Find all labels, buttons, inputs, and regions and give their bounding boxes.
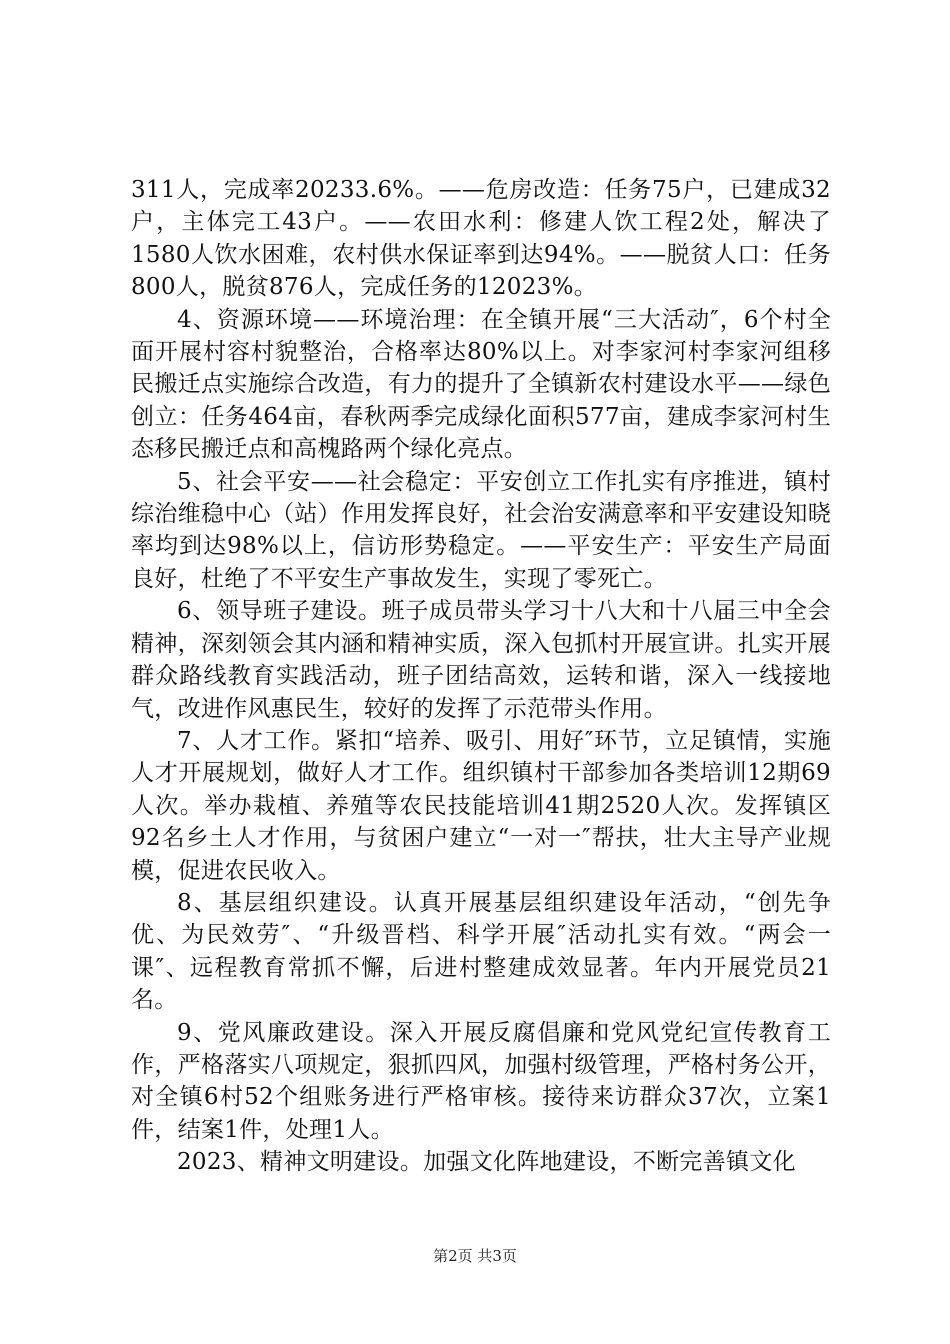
page-footer bbox=[0, 1245, 950, 1266]
paragraph-continued: 311人，完成率20233.6%。——危房改造：任务75户，已建成32户，主体完工43户。——农田水利：修建人饮工程2处，解决了1580人饮水困难，农村供水保证率到达94%。——脱贫人口：任务800人，脱贫876人，完成任务的12023%。 bbox=[131, 177, 831, 301]
paragraph-spiritual-civilization: 2023、精神文明建设。加强文化阵地建设，不断完善镇文化 bbox=[177, 1149, 796, 1176]
document-body bbox=[131, 174, 831, 1179]
paragraph-party-integrity: 9、党风廉政建设。深入开展反腐倡廉和党风党纪宣传教育工作，严格落实八项规定，狠抓四风，加强村级管理，严格村务公开，对全镇6村52个组账务进行严格审核。接待来访群众37次，立案1件，结案1件，处理1人。 bbox=[131, 1019, 831, 1143]
paragraph-resource-environment: 4、资源环境——环境治理：在全镇开展“三大活动″，6个村全面开展村容村貌整治，合格率达80%以上。对李家河村李家河组移民搬迁点实施综合改造，有力的提升了全镇新农村建设水平——绿色创立：任务464亩，春秋两季完成绿化面积577亩，建成李家河村生态移民搬迁点和高槐路两个绿化亮点。 bbox=[131, 306, 831, 463]
paragraph-grassroots-organization: 8、基层组织建设。认真开展基层组织建设年活动，“创先争优、为民效劳″、“升级晋档、科学开展″活动扎实有效。“两会一课″、远程教育常抓不懈，后进村整建成效显著。年内开展党员21名。 bbox=[131, 889, 831, 1014]
page-number-label: 第2页 共3页 bbox=[433, 1247, 517, 1265]
paragraph-leadership: 6、领导班子建设。班子成员带头学习十八大和十八届三中全会精神，深刻领会其内涵和精神实质，深入包抓村开展宣讲。扎实开展群众路线教育实践活动，班子团结高效，运转和谐，深入一线接地气，改进作风惠民生，较好的发挥了示范带头作用。 bbox=[131, 598, 831, 722]
paragraph-talent-work: 7、人才工作。紧扣“培养、吸引、用好″环节，立足镇情，实施人才开展规划，做好人才工作。组织镇村干部参加各类培训12期69人次。举办栽植、养殖等农民技能培训41期2520人次。发挥镇区92名乡土人才作用，与贫困户建立“一对一″帮扶，壮大主导产业规模，促进农民收入。 bbox=[131, 727, 831, 884]
paragraph-social-safety: 5、社会平安——社会稳定：平安创立工作扎实有序推进，镇村综治维稳中心（站）作用发挥良好，社会治安满意率和平安建设知晓率均到达98%以上，信访形势稳定。——平安生产：平安生产局面良好，杜绝了不平安生产事故发生，实现了零死亡。 bbox=[131, 468, 831, 592]
